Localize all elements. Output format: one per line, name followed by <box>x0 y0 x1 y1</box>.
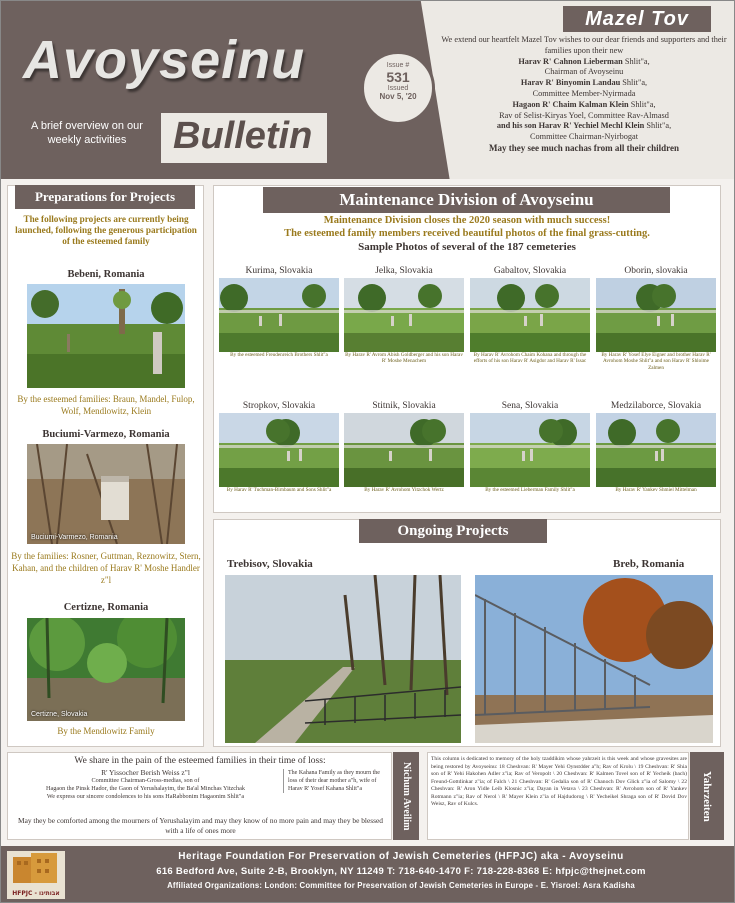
mazel-tov-line <box>437 132 731 143</box>
issue-number: 531 <box>386 69 410 85</box>
cemetery-caption: By the esteemed Lieberman Family Shlit"a <box>469 487 591 509</box>
mazel-tov-line <box>437 57 731 68</box>
mazel-tov-role: Chairman of Avoyseinu <box>544 67 624 77</box>
nichum-second-family: The Kahana Family as they mourn the loss of their dear mother a"h, wife of Harav R' Yosef Kahana Shlit"a <box>283 769 388 793</box>
issue-issued-label: Issued <box>387 85 409 92</box>
mazel-tov-line <box>437 121 731 132</box>
prep-photo-bebeni <box>27 284 185 388</box>
nichum-name: R' Yissocher Berish Weiss z"l <box>101 768 190 777</box>
mazel-tov-line <box>437 78 731 89</box>
nichum-detail: Hagaon the Pinsk Hador, the Gaon of Yerushalayim, the Ba'al Minchas Yitzchak <box>46 785 245 792</box>
nichum-closing: May they be comforted among the mourners of Yerushalayim and may they know of no more pain and may they be blessed with a life of ones more <box>18 816 383 835</box>
ongoing-photo-trebisov <box>225 575 461 743</box>
mazel-tov-line <box>437 89 731 100</box>
ongoing-heading: Ongoing Projects <box>359 519 547 543</box>
mazel-tov-banner: Mazel Tov <box>563 6 711 32</box>
maintenance-line-1: Maintenance Division closes the 2020 season with much success! <box>323 215 611 226</box>
cemetery-photo <box>596 278 716 352</box>
mazel-tov-text <box>437 35 731 154</box>
cemetery-name: Kurima, Slovakia <box>245 266 313 276</box>
cemetery-photo <box>470 413 590 487</box>
issue-badge <box>361 51 435 125</box>
prep-item-caption: By the Mendlowitz Family <box>57 726 155 736</box>
ongoing-photo-breb <box>475 575 713 743</box>
maintenance-intro <box>215 214 719 240</box>
nichum-detail: Committee Chairman-Gross-medias, son of <box>91 777 200 784</box>
cemetery-photo <box>344 278 464 352</box>
hfpjc-logo <box>7 851 65 899</box>
preparations-intro: The following projects are currently being launched, following the generous participation of the esteemed family <box>15 214 197 246</box>
cemetery-caption: By Harav R' Tuchman-Birnbaum and Sons Shlit"a <box>218 487 340 509</box>
cemetery-caption: By Harav R' Yosef Elye Eigner and brother Harav R' Avrohom Moshe Shlit"a and son Harav R' Shloime Zalmen <box>595 352 717 374</box>
cemetery-caption: By Harav R' Avrohom Chaim Kohana and through the efforts of his son Harav R' Asigdor and Harav R' Issac <box>469 352 591 374</box>
ongoing-project-title: Breb, Romania <box>613 558 685 570</box>
cemetery-name: Stitnik, Slovakia <box>372 401 436 411</box>
mazel-tov-line <box>437 67 731 78</box>
cemetery-caption: By the esteemed Freudenreich Brothers Shlit"a <box>218 352 340 374</box>
cemetery-name: Sena, Slovakia <box>501 401 559 411</box>
cemetery-name: Oborin, slovakia <box>624 266 688 276</box>
mazel-tov-role: Committee Chairman-Nyirbogat <box>529 132 639 142</box>
mazel-tov-role: Rav of Selist-Kiryas Yoel, Committee Rav-Almasd <box>499 110 669 120</box>
masthead-subtitle: A brief overview on our weekly activities <box>31 120 143 146</box>
footer-affiliates: Affiliated Organizations: London: Committee for Preservation of Jewish Cemeteries in Europe - E. Yisroel: Asra Kadisha <box>167 881 635 890</box>
maintenance-heading: Maintenance Division of Avoyseinu <box>263 187 670 213</box>
footer-address: 616 Bedford Ave, Suite 2-B, Brooklyn, NY 11249 T: 718-640-1470 F: 718-228-8368 E: hfpjc@thejnet.com <box>156 866 646 877</box>
prep-item-caption: By the esteemed families: Braun, Mandel, Fulop, Wolf, Mendlowitz, Klein <box>17 394 195 416</box>
mazel-tov-role: Shlit"a, <box>644 121 672 131</box>
cemetery-photo <box>470 278 590 352</box>
issue-label: Issue # <box>386 62 410 69</box>
cemetery-photo <box>219 278 339 352</box>
prep-photo-certizne <box>27 618 185 721</box>
mazel-tov-honoree: and his son Harav R' Yechiel Mechl Klein <box>496 121 645 131</box>
cemetery-caption: By Harav R' Avrom Abish Goldberger and his son Harav R' Moshe Menachem <box>343 352 465 374</box>
mazel-tov-line <box>437 100 731 111</box>
cemetery-photo <box>344 413 464 487</box>
mazel-tov-role: Committee Member-Nyirmada <box>532 88 636 98</box>
maintenance-line-2: The esteemed family members received beautiful photos of the final grass-cutting. <box>284 228 650 239</box>
nichum-detail: We express our sincere condolences to his sons HaRabbonim Hagaonim Shlit"a <box>46 793 245 800</box>
cemetery-photo <box>219 413 339 487</box>
mazel-tov-role: Shlit"a, <box>622 56 650 66</box>
cemetery-name: Gabaltov, Slovakia <box>493 266 567 276</box>
prep-item-title: Buciumi-Varmezo, Romania <box>42 429 170 440</box>
yahrzeiten-vertical-label: Yahrzeiten <box>690 752 724 840</box>
nichum-heading: We share in the pain of the esteemed families in their time of loss: <box>74 756 326 766</box>
prep-item-title: Certizne, Romania <box>63 602 149 613</box>
bulletin-word: Bulletin <box>173 115 313 157</box>
mazel-tov-lines <box>437 57 731 143</box>
mazel-tov-line <box>437 111 731 122</box>
mazel-tov-role: Shlit"a, <box>620 78 648 88</box>
masthead-title: Avoyseinu <box>23 30 306 90</box>
preparations-heading: Preparations for Projects <box>15 185 195 209</box>
cemetery-caption: By Harav R' Yankev Shmiel Mittelman <box>595 487 717 509</box>
prep-item-title: Bebeni, Romania <box>67 269 145 280</box>
maintenance-line-3: Sample Photos of several of the 187 cemeteries <box>358 241 576 253</box>
mazel-tov-honoree: Harav R' Cahnon Lieberman <box>518 56 623 66</box>
cemetery-name: Medzilaborce, Slovakia <box>610 401 702 411</box>
cemetery-photo <box>596 413 716 487</box>
issue-date: Nov 5, '20 <box>379 92 417 101</box>
mazel-tov-closing: May they see much nachas from all their children <box>489 142 679 153</box>
prep-item-caption: By the families: Rosner, Guttman, Reznowitz, Stern, Kahan, and the children of Harav R' Moshe Handler z"l <box>11 551 201 585</box>
prep-photo-buciumi <box>27 444 185 544</box>
footer-org-name: Heritage Foundation For Preservation of Jewish Cemeteries (HFPJC) aka - Avoyseinu <box>178 851 624 862</box>
hfpjc-logo-text: HFPJC - אבותינו <box>12 890 60 897</box>
prep-photo-label: Buciumi-Varmezo, Romania <box>31 534 118 541</box>
nichum-vertical-label: Nichum Aveilim <box>393 752 419 840</box>
cemetery-name: Jelka, Slovakia <box>375 266 433 276</box>
mazel-tov-intro: We extend our heartfelt Mazel Tov wishes to our dear friends and supporters and their families upon their new <box>441 35 727 55</box>
mazel-tov-honoree: Harav R' Binyomin Landau <box>520 78 621 88</box>
ongoing-project-title: Trebisov, Slovakia <box>227 558 313 570</box>
cemetery-caption: By Harav R' Avrohom Yitzchok Wertz <box>343 487 465 509</box>
cemetery-name: Stropkov, Slovakia <box>242 401 316 411</box>
yahrzeiten-text: This column is dedicated to memory of the holy tzaddikim whose yahrzeit is this week and whose gravesites are being restored by Avoyseinu: 18 Cheshvan: R' Mayer Yehi Oynstdder a"h; Rav of Krolu \ 19 Cheshvan: R' Shia son of R' Yehi Hakohen Adler z"ia; Rav of Veropolt \ 20 Cheshvan: R' Kalmen Tovel son of R' Yecheik (bach) Freund-Gottdinkar z"ia; of Falch \ 21 Cheshvan: R' Gedalia son of R' Chanoch Dov Glick z"ia of Salomy \ 22 Cheshvan: R' Aron Yidle Leib Klosnic z"ia; Dayan in Vetava \ 23 Cheshvan: R' Avrohom son of R' Yankev Rotmann z"ia; Rav of Nerol \ R' Mayer Klein z"ia of Hajdudorog \ R' Yecheikel Shraga son of R' Dovid Dov Weisz, Rav of Kulcs. <box>431 756 687 807</box>
mazel-tov-role: Shlit"a, <box>628 99 656 109</box>
prep-photo-label: Certizne, Slovakia <box>31 711 88 718</box>
nichum-main <box>13 769 278 801</box>
mazel-tov-honoree: Hagaon R' Chaim Kalman Klein <box>512 99 629 109</box>
